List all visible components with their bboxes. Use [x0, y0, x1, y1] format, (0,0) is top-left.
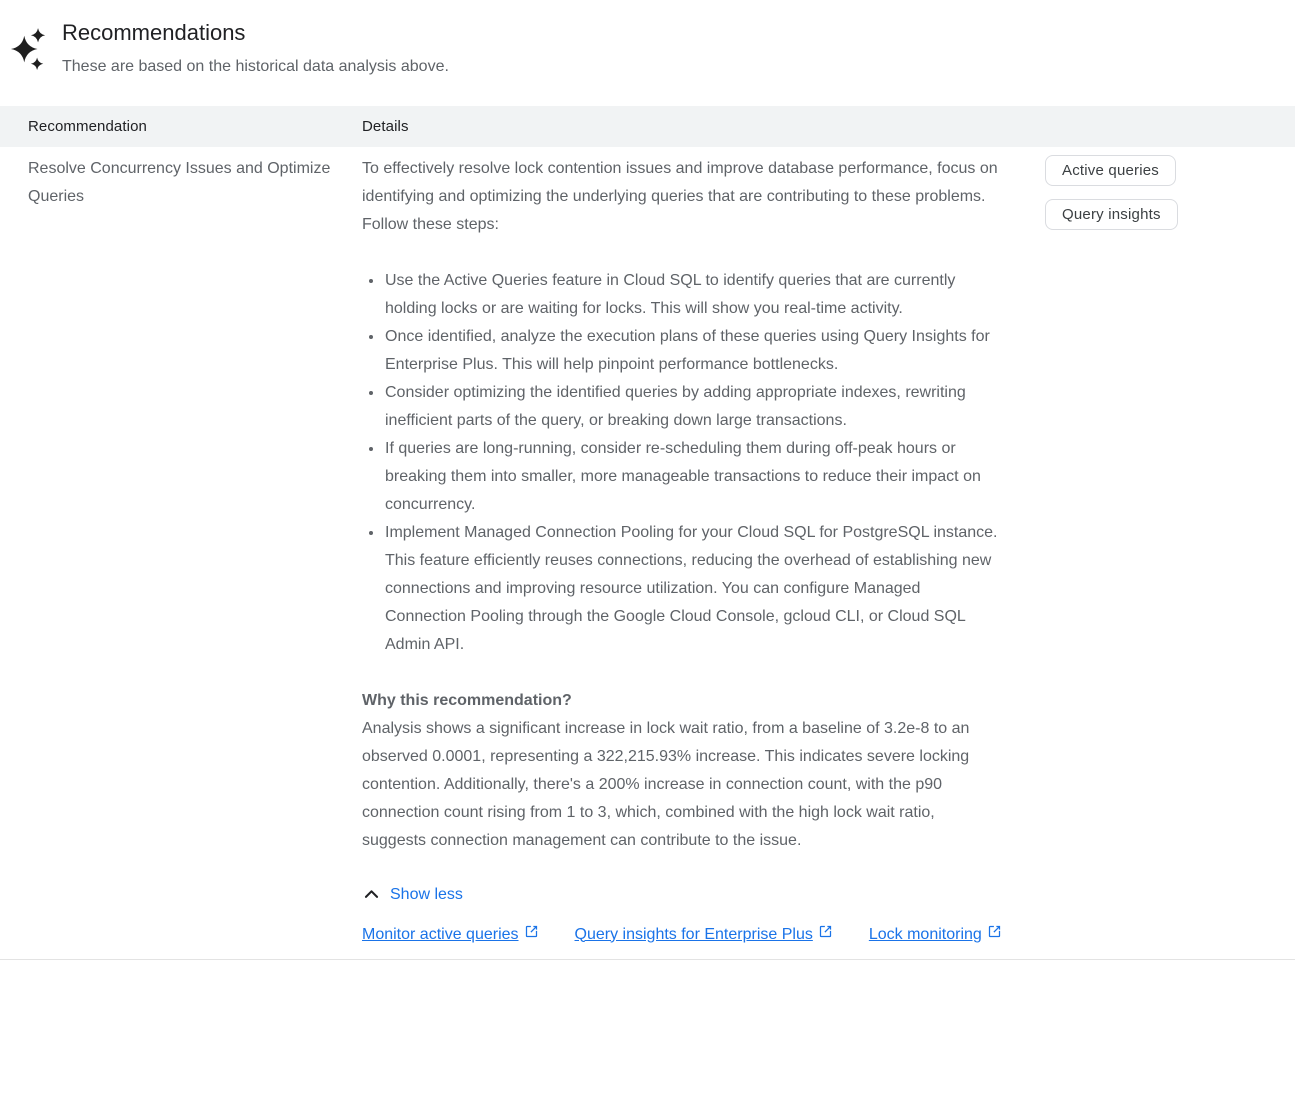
link-query-insights-enterprise-plus[interactable] [575, 920, 833, 949]
doc-link-label: Monitor active queries [362, 925, 519, 943]
documentation-links [362, 920, 1002, 949]
table-header-row [0, 106, 1295, 147]
why-recommendation-heading: Why this recommendation? [362, 692, 572, 709]
bullet-item: • Implement Managed Connection Pooling for your Cloud SQL for PostgreSQL instance. This feature efficiently reuses connections, reducing the overhead of establishing new connections and improving resource utilization. You can configure Managed Connection Pooling through the Google Cloud Console, gcloud CLI, or Cloud SQL Admin API. [384, 519, 1002, 659]
recommendations-table [0, 106, 1295, 960]
why-recommendation-text: Analysis shows a significant increase in lock wait ratio, from a baseline of 3.2e-8 to an observed 0.0001, representing a 322,215.93% increase. This indicates severe locking contention. Additionally, there's a 200% increase in connection count, with the p90 connection count rising from 1 to 3, which, combined with the high lock wait ratio, suggests connection management can contribute to the issue. [362, 720, 970, 849]
column-header-details: Details [362, 118, 409, 135]
recommendation-cell: Resolve Concurrency Issues and Optimize Queries [28, 160, 331, 205]
doc-link-label: Query insights for Enterprise Plus [574, 925, 813, 943]
doc-link-label: Lock monitoring [868, 925, 982, 943]
external-link-icon [987, 921, 1002, 949]
table-row [0, 147, 1295, 960]
column-header-recommendation: Recommendation [28, 118, 147, 135]
chevron-up-icon [362, 885, 381, 904]
query-insights-button[interactable]: Query insights [1045, 199, 1178, 230]
details-intro: To effectively resolve lock contention issues and improve database performance, focus on identifying and optimizing the underlying queries that are contributing to these problems. Follow these steps: [362, 160, 998, 233]
details-cell [362, 155, 1010, 949]
link-monitor-active-queries[interactable] [362, 920, 539, 949]
details-bullet-list [362, 267, 1002, 659]
bullet-item: • Use the Active Queries feature in Cloud SQL to identify queries that are currently holding locks or are waiting for locks. This will show you real-time activity. [384, 267, 1002, 323]
link-lock-monitoring[interactable] [869, 920, 1002, 949]
page-subtitle: These are based on the historical data analysis above. [62, 58, 449, 75]
bullet-item: • Once identified, analyze the execution plans of these queries using Query Insights for Enterprise Plus. This will help pinpoint performance bottlenecks. [384, 323, 1002, 379]
page-header-text [62, 18, 449, 79]
actions-cell [1010, 155, 1295, 949]
page-header [0, 0, 1295, 79]
bullet-item: • If queries are long-running, consider re-scheduling them during off-peak hours or breaking them into smaller, more manageable transactions to reduce their impact on concurrency. [384, 435, 1002, 519]
page-title: Recommendations [62, 20, 246, 45]
show-less-button[interactable] [362, 885, 463, 904]
show-less-label: Show less [390, 885, 463, 903]
active-queries-button[interactable]: Active queries [1045, 155, 1176, 186]
external-link-icon [818, 921, 833, 949]
bullet-item: • Consider optimizing the identified queries by adding appropriate indexes, rewriting inefficient parts of the query, or breaking down large transactions. [384, 379, 1002, 435]
sparkle-icon [10, 26, 48, 74]
external-link-icon [524, 921, 539, 949]
